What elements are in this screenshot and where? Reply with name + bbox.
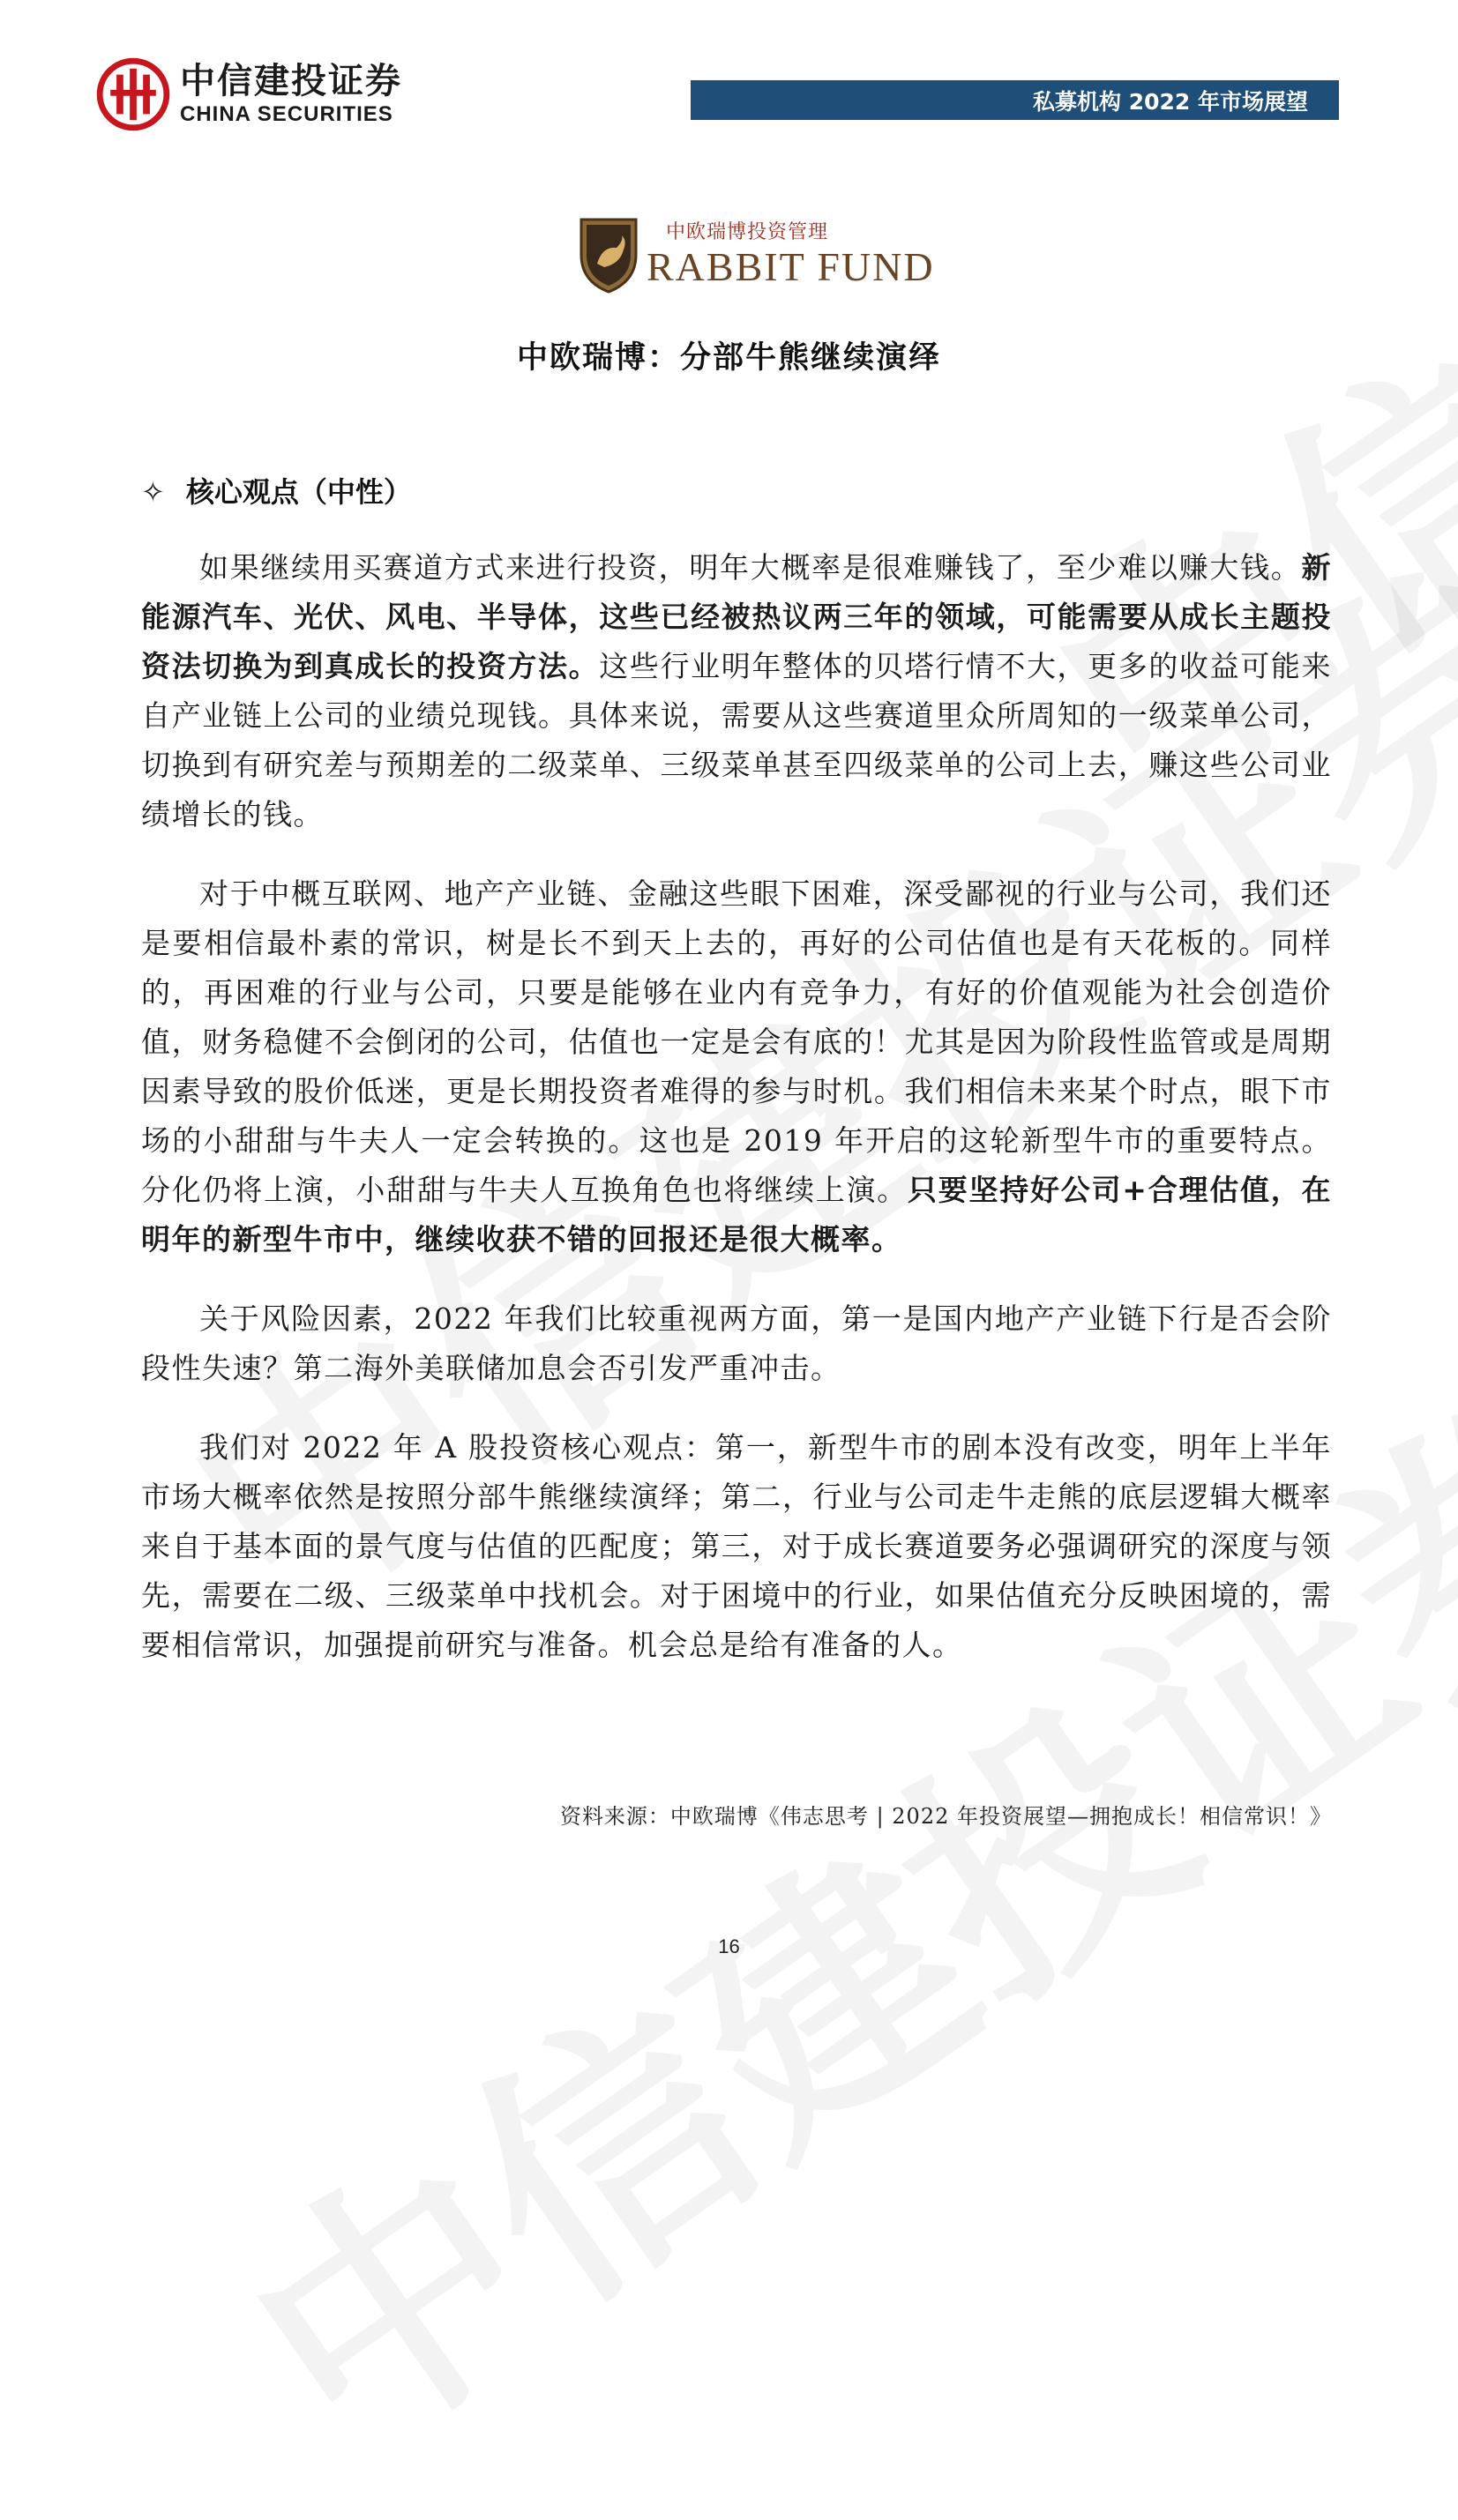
paragraph: 如果继续用买赛道方式来进行投资，明年大概率是很难赚钱了，至少难以赚大钱。新能源汽车、光伏、风电、半导体，这些已经被热议两三年的领域，可能需要从成长主题投资法切换为到真成长的投资方法。这些行业明年整体的贝塔行情不大，更多的收益可能来自产业链上公司的业绩兑现钱。具体来说，需要从这些赛道里众所周知的一级菜单公司，切换到有研究差与预期差的二级菜单、三级菜单甚至四级菜单的公司上去，赚这些公司业绩增长的钱。 <box>141 550 1333 831</box>
paragraph: 对于中概互联网、地产产业链、金融这些眼下困难，深受鄙视的行业与公司，我们还是要相信最朴素的常识，树是长不到天上去的，再好的公司估值也是有天花板的。同样的，再困难的行业与公司，只要是能够在业内有竞争力，有好的价值观能为社会创造价值，财务稳健不会倒闭的公司，估值也一定是会有底的！尤其是因为阶段性监管或是周期因素导致的股价低迷，更是长期投资者难得的参与时机。我们相信未来某个时点，眼下市场的小甜甜与牛夫人一定会转换的。这也是 2019 年开启的这轮新型牛市的重要特点。分化仍将上演，小甜甜与牛夫人互换角色也将继续上演。只要坚持好公司+合理估值，在明年的新型牛市中，继续收获不错的回报还是很大概率。 <box>141 876 1333 1256</box>
fund-name-cn: 中欧瑞博投资管理 <box>666 221 829 243</box>
diamond-bullet-icon: ✧ <box>141 475 165 509</box>
section-heading-text: 核心观点（中性） <box>185 475 412 509</box>
article-body <box>141 543 1332 1670</box>
company-name-en: CHINA SECURITIES <box>180 102 393 126</box>
source-note: 资料来源：中欧瑞博《伟志思考 | 2022 年投资展望—拥抱成长！相信常识！》 <box>559 1804 1332 1829</box>
company-name-cn: 中信建投证券 <box>180 61 402 101</box>
company-logo <box>95 56 402 132</box>
fund-logo <box>578 214 935 295</box>
page-number: 16 <box>718 1935 740 1957</box>
china-securities-logo-icon <box>95 56 171 132</box>
section-heading <box>141 470 412 511</box>
report-title-bar <box>691 80 1339 120</box>
paragraph: 我们对 2022 年 A 股投资核心观点：第一，新型牛市的剧本没有改变，明年上半年市场大概率依然是按照分部牛熊继续演绎；第二，行业与公司走牛走熊的底层逻辑大概率来自于基本面的景气度与估值的匹配度；第三，对于成长赛道要务必强调研究的深度与领先，需要在二级、三级菜单中找机会。对于困境中的行业，如果估值充分反映困境的，需要相信常识，加强提前研究与准备。机会总是给有准备的人。 <box>141 1430 1332 1662</box>
report-title: 私募机构 2022 年市场展望 <box>1033 88 1308 115</box>
rabbit-shield-icon <box>578 214 639 295</box>
paragraph: 关于风险因素，2022 年我们比较重视两方面，第一是国内地产产业链下行是否会阶段性失速？第二海外美联储加息会否引发严重冲击。 <box>141 1301 1332 1385</box>
fund-name-en: RABBIT FUND <box>647 244 935 289</box>
article-title: 中欧瑞博：分部牛熊继续演绎 <box>516 340 941 376</box>
